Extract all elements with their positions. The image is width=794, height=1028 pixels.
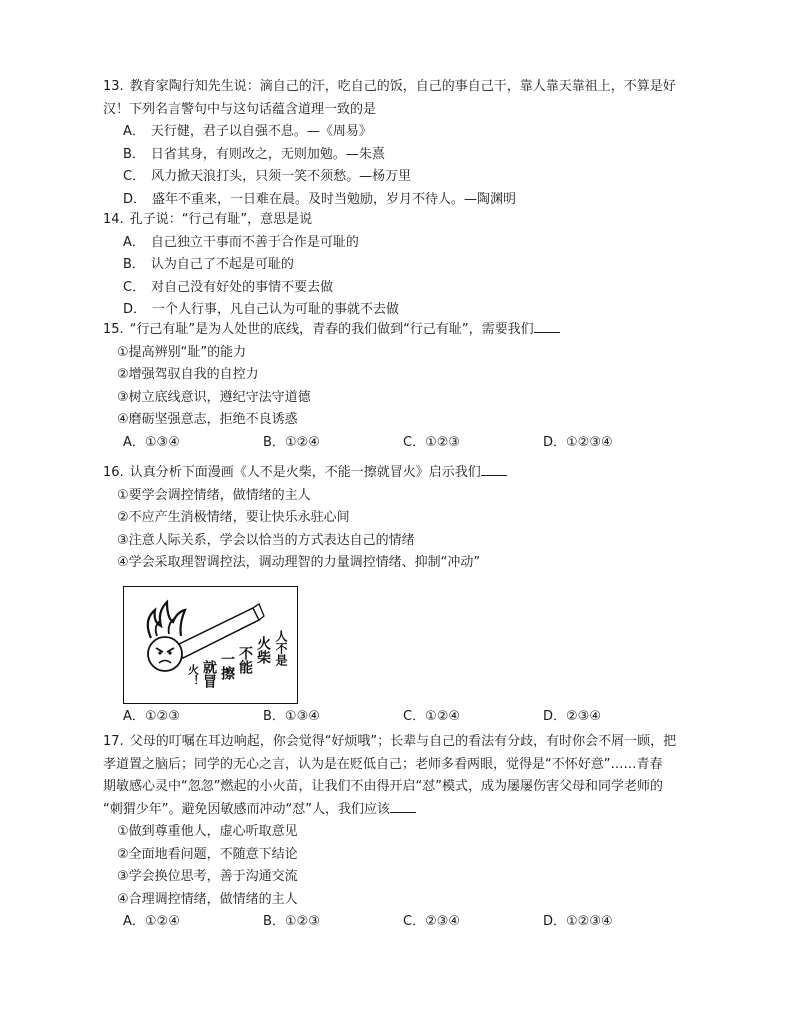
answer-blank[interactable] [481,463,507,476]
q16-item-2: ②不应产生消极情绪，要让快乐永驻心间 [117,510,350,525]
q13-option-b[interactable]: B． 日省其身，有则改之，无则加勉。—朱熹 [123,146,385,162]
q17-item-1: ①做到尊重他人，虚心听取意见 [117,824,298,839]
q17-item-2: ②全面地看问题，不随意下结论 [117,846,298,862]
q17-choices [103,911,715,934]
q16-item-3: ③注意人际关系，学会以恰当的方式表达自己的情绪 [117,532,415,548]
q17-choice-c[interactable]: C．②③④ [403,914,461,929]
q13-stem: 13. 教育家陶行知先生说：滴自己的汗，吃自己的饭，自己的事自己干，靠人靠天靠祖上，不算是好 [103,79,676,94]
q15-stem: 15. “行己有耻”是为人处世的底线，青春的我们做到“行己有耻”，需要我们 [103,319,715,342]
q17-item-4: ④合理调控情绪，做情绪的主人 [117,891,298,907]
q15-choice-c[interactable]: C．①②③ [403,434,461,450]
q17-stem: 17. 父母的叮嘱在耳边响起，你会觉得“好烦哦”；长辈与自己的看法有分歧，有时你会不屑一顾，把 [103,734,677,749]
q16-choices-block [103,706,715,729]
q16-choice-b[interactable]: B．①③④ [263,709,320,724]
q17-choice-a[interactable]: A．①②④ [123,914,180,929]
q17-stem-cont-3: “刺猬少年”。避免因敏感而冲动“怼”人，我们应该 [103,799,715,822]
question-16 [103,462,715,575]
svg-text:就冒: 就冒 [201,660,217,688]
question-14 [103,209,715,322]
svg-text:火！: 火！ [186,664,200,686]
q14-stem: 14. 孔子说：“行己有耻”，意思是说 [103,212,313,227]
q15-item-3: ③树立底线意识，遵纪守法守道德 [117,389,311,405]
q17-stem-cont-1: 孝道置之脑后；同学的无心之言，认为是在贬低自己；老师多看两眼，觉得是“不怀好意”……青春 [103,756,663,772]
q13-option-c[interactable]: C． 风力掀天浪打头，只须一笑不须愁。—杨万里 [123,169,412,184]
q15-choice-b[interactable]: B．①②④ [263,434,320,450]
q15-item-2: ②增强驾驭自我的自控力 [117,367,259,382]
q16-item-4: ④学会采取理智调控法，调动理智的力量调控情绪、抑制“冲动” [117,555,481,570]
svg-text:火柴: 火柴 [255,636,271,664]
q16-item-1: ①要学会调控情绪，做情绪的主人 [117,487,311,503]
q17-choice-d[interactable]: D．①②③④ [543,914,613,929]
question-13 [103,76,715,211]
q15-choice-a[interactable]: A．①③④ [123,434,180,450]
match-cartoon-drawing [123,586,298,704]
q16-choice-c[interactable]: C．①②④ [403,709,461,724]
q17-item-3: ③学会换位思考，善于沟通交流 [117,869,298,884]
match-cartoon-image [123,586,298,704]
svg-text:一擦: 一擦 [219,652,235,680]
q16-choices [103,706,715,729]
q17-stem-cont-2: 期敏感心灵中“忽忽”燃起的小火苗，让我们不由得开启“怼”模式，成为屡屡伤害父母和同学老师的 [103,779,663,794]
q14-option-a[interactable]: A． 自己独立干事而不善于合作是可耻的 [123,234,359,250]
q16-stem: 16. 认真分析下面漫画《人不是火柴，不能一擦就冒火》启示我们 [103,462,715,485]
q15-choice-d[interactable]: D．①②③④ [543,434,613,450]
q15-item-4: ④磨砺坚强意志，拒绝不良诱惑 [117,412,298,427]
question-15 [103,319,715,454]
q13-stem-cont: 汉！下列名言警句中与这句话蕴含道理一致的是 [103,101,377,117]
q16-choice-a[interactable]: A．①②③ [123,709,180,724]
q13-option-a[interactable]: A． 天行健，君子以自强不息。—《周易》 [123,124,372,139]
q14-option-b[interactable]: B． 认为自己了不起是可耻的 [123,257,294,272]
svg-text:不能: 不能 [237,646,253,674]
q17-choice-b[interactable]: B．①②③ [263,914,320,929]
answer-blank[interactable] [390,800,416,813]
q14-option-c[interactable]: C． 对自己没有好处的事情不要去做 [123,279,334,295]
q13-option-d[interactable]: D． 盛年不重来，一日难在晨。及时当勉励，岁月不待人。—陶渊明 [123,191,517,207]
q16-choice-d[interactable]: D．②③④ [543,709,601,724]
q14-option-d[interactable]: D． 一个人行事，凡自己认为可耻的事就不去做 [123,302,400,317]
q15-choices [103,432,715,455]
answer-blank[interactable] [534,320,560,333]
question-17 [103,731,715,934]
q15-item-1: ①提高辨别“耻”的能力 [117,344,247,360]
svg-text:人不是: 人不是 [274,630,288,666]
